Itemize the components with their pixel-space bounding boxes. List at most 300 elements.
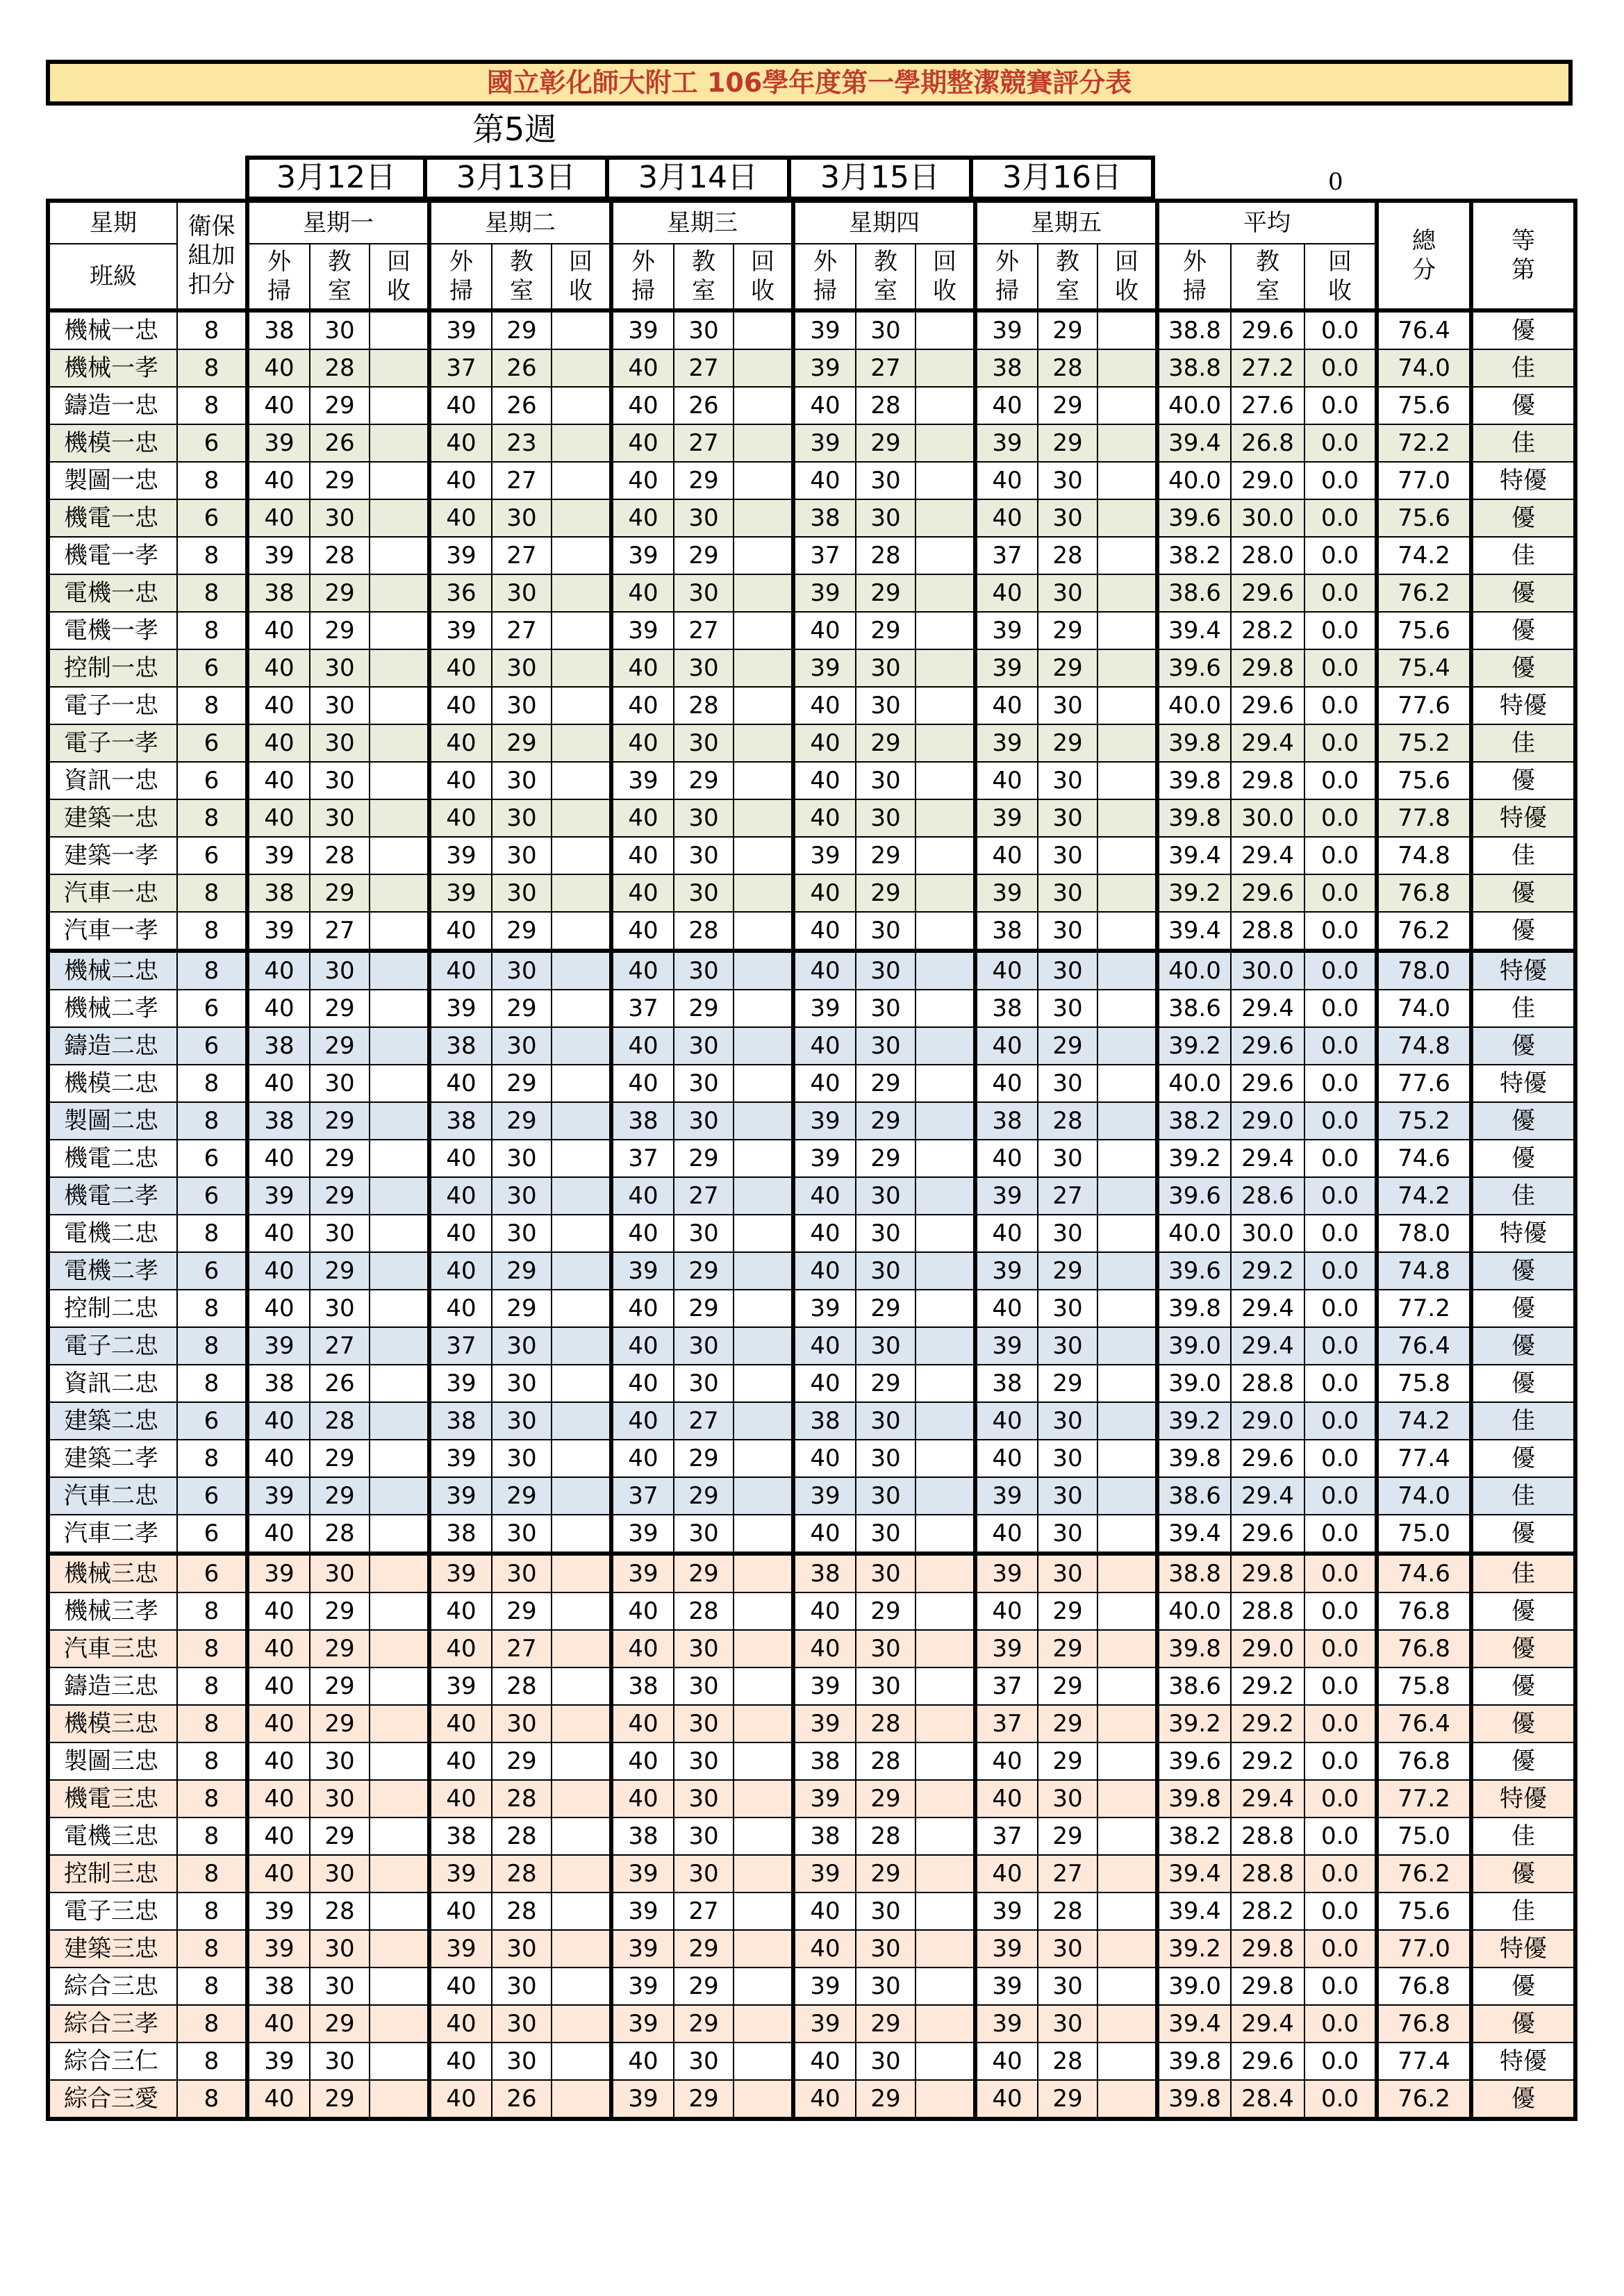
avg-classroom: 28.0	[1231, 537, 1304, 574]
recycle-score	[1097, 612, 1157, 649]
table-row	[48, 762, 1575, 799]
avg-recycle: 0.0	[1304, 349, 1377, 387]
classroom-score: 28	[310, 349, 370, 387]
outdoor-score: 39	[975, 649, 1038, 687]
subheader-outdoor	[247, 244, 310, 310]
classroom-score: 30	[1038, 951, 1097, 990]
classroom-score: 30	[674, 951, 734, 990]
recycle-score	[1097, 1215, 1157, 1252]
total-score: 77.2	[1377, 1780, 1471, 1817]
recycle-score	[552, 990, 611, 1027]
total-score: 76.4	[1377, 310, 1471, 349]
avg-recycle: 0.0	[1304, 1290, 1377, 1327]
outdoor-score: 39	[429, 1855, 492, 1892]
class-name: 汽車一忠	[48, 874, 177, 912]
classroom-score: 28	[310, 537, 370, 574]
classroom-score: 29	[1038, 1630, 1097, 1667]
deduction-cell: 8	[177, 1290, 247, 1327]
recycle-score	[370, 2005, 429, 2043]
table-row	[48, 1515, 1575, 1554]
outdoor-score: 40	[247, 1290, 310, 1327]
classroom-score: 29	[310, 612, 370, 649]
classroom-score: 27	[310, 1327, 370, 1365]
classroom-score: 28	[856, 1705, 915, 1742]
classroom-score: 29	[1038, 1027, 1097, 1065]
recycle-score	[552, 1177, 611, 1215]
avg-classroom: 28.8	[1231, 1855, 1304, 1892]
outdoor-score: 40	[975, 1855, 1038, 1892]
grade-cell: 優	[1471, 387, 1575, 424]
recycle-score	[734, 1855, 793, 1892]
recycle-score	[1097, 874, 1157, 912]
table-row	[48, 387, 1575, 424]
table-row	[48, 1365, 1575, 1402]
outdoor-score: 40	[611, 724, 674, 762]
recycle-score	[552, 724, 611, 762]
deduction-cell: 8	[177, 1592, 247, 1630]
class-name: 電機一孝	[48, 612, 177, 649]
subheader-char: 回	[751, 248, 774, 276]
table-row	[48, 687, 1575, 724]
classroom-score: 28	[492, 1892, 552, 1930]
avg-classroom: 29.4	[1231, 837, 1304, 874]
classroom-score: 29	[310, 2080, 370, 2119]
outdoor-score: 39	[975, 799, 1038, 837]
recycle-score	[1097, 2043, 1157, 2080]
sheet-title: 國立彰化師大附工 106學年度第一學期整潔競賽評分表	[46, 60, 1573, 106]
outdoor-score: 39	[611, 2080, 674, 2119]
avg-recycle: 0.0	[1304, 387, 1377, 424]
recycle-score	[915, 2005, 975, 2043]
outdoor-score: 39	[611, 1930, 674, 1968]
classroom-score: 28	[1038, 1102, 1097, 1140]
classroom-score: 28	[310, 837, 370, 874]
classroom-score: 28	[1038, 349, 1097, 387]
classroom-score: 29	[492, 1290, 552, 1327]
subheader-classroom	[1231, 244, 1304, 310]
subheader-char: 掃	[813, 277, 837, 305]
outdoor-score: 40	[247, 1592, 310, 1630]
avg-outdoor: 39.2	[1157, 1705, 1231, 1742]
total-score: 75.2	[1377, 1102, 1471, 1140]
avg-outdoor: 39.2	[1157, 1027, 1231, 1065]
recycle-score	[734, 799, 793, 837]
avg-recycle: 0.0	[1304, 1930, 1377, 1968]
classroom-score: 30	[856, 1477, 915, 1515]
outdoor-score: 39	[611, 1855, 674, 1892]
subheader-char: 收	[569, 277, 593, 305]
classroom-score: 30	[310, 2043, 370, 2080]
classroom-score: 30	[310, 1215, 370, 1252]
outdoor-score: 39	[247, 837, 310, 874]
classroom-score: 27	[310, 912, 370, 951]
total-score: 77.2	[1377, 1290, 1471, 1327]
classroom-score: 29	[310, 2005, 370, 2043]
classroom-score: 29	[856, 1365, 915, 1402]
class-name: 機械一孝	[48, 349, 177, 387]
classroom-score: 30	[1038, 687, 1097, 724]
subheader-char: 外	[267, 248, 291, 276]
recycle-score	[370, 574, 429, 612]
recycle-score	[734, 2043, 793, 2080]
class-name: 資訊二忠	[48, 1365, 177, 1402]
outdoor-score: 40	[975, 1742, 1038, 1780]
classroom-score: 30	[310, 1742, 370, 1780]
outdoor-score: 40	[793, 1177, 856, 1215]
subheader-char: 室	[1256, 277, 1279, 305]
header-day: 星期四	[793, 201, 975, 244]
classroom-score: 30	[310, 724, 370, 762]
outdoor-score: 40	[429, 387, 492, 424]
outdoor-score: 39	[975, 1177, 1038, 1215]
recycle-score	[734, 1327, 793, 1365]
recycle-score	[1097, 499, 1157, 537]
header-grade-line: 等	[1511, 227, 1535, 255]
class-name: 電子一忠	[48, 687, 177, 724]
deduction-cell: 6	[177, 424, 247, 462]
total-score: 75.2	[1377, 724, 1471, 762]
outdoor-score: 39	[611, 1252, 674, 1290]
avg-recycle: 0.0	[1304, 1140, 1377, 1177]
classroom-score: 29	[310, 1817, 370, 1855]
classroom-score: 30	[492, 1515, 552, 1554]
table-row	[48, 2005, 1575, 2043]
avg-recycle: 0.0	[1304, 799, 1377, 837]
classroom-score: 29	[1038, 310, 1097, 349]
outdoor-score: 40	[611, 387, 674, 424]
classroom-score: 30	[1038, 1440, 1097, 1477]
classroom-score: 30	[674, 724, 734, 762]
avg-recycle: 0.0	[1304, 1780, 1377, 1817]
classroom-score: 30	[310, 1930, 370, 1968]
outdoor-score: 38	[247, 574, 310, 612]
avg-outdoor: 39.2	[1157, 1930, 1231, 1968]
classroom-score: 28	[856, 1742, 915, 1780]
avg-outdoor: 39.2	[1157, 1140, 1231, 1177]
classroom-score: 29	[1038, 1365, 1097, 1402]
subheader-recycle	[1304, 244, 1377, 310]
recycle-score	[552, 1402, 611, 1440]
recycle-score	[1097, 424, 1157, 462]
classroom-score: 29	[1038, 1667, 1097, 1705]
outdoor-score: 38	[611, 1102, 674, 1140]
outdoor-score: 40	[793, 1440, 856, 1477]
classroom-score: 30	[856, 1215, 915, 1252]
total-score: 75.0	[1377, 1817, 1471, 1855]
table-row	[48, 499, 1575, 537]
recycle-score	[552, 1667, 611, 1705]
table-row	[48, 574, 1575, 612]
classroom-score: 29	[310, 1592, 370, 1630]
classroom-score: 29	[856, 1855, 915, 1892]
total-score: 75.6	[1377, 1892, 1471, 1930]
avg-outdoor: 39.4	[1157, 1855, 1231, 1892]
recycle-score	[370, 1554, 429, 1592]
subheader-char: 室	[874, 277, 897, 305]
outdoor-score: 40	[611, 1742, 674, 1780]
classroom-score: 28	[856, 537, 915, 574]
recycle-score	[552, 1140, 611, 1177]
recycle-score	[734, 1742, 793, 1780]
recycle-score	[1097, 1177, 1157, 1215]
classroom-score: 30	[1038, 1140, 1097, 1177]
grade-cell: 優	[1471, 1968, 1575, 2005]
outdoor-score: 38	[975, 349, 1038, 387]
table-row	[48, 874, 1575, 912]
subheader-outdoor	[793, 244, 856, 310]
classroom-score: 30	[492, 799, 552, 837]
classroom-score: 30	[674, 499, 734, 537]
outdoor-score: 39	[429, 874, 492, 912]
extra-value: 0	[1328, 168, 1343, 196]
avg-recycle: 0.0	[1304, 1440, 1377, 1477]
classroom-score: 27	[492, 612, 552, 649]
avg-outdoor: 38.8	[1157, 1554, 1231, 1592]
recycle-score	[734, 1365, 793, 1402]
avg-classroom: 29.0	[1231, 1102, 1304, 1140]
recycle-score	[734, 1592, 793, 1630]
table-row	[48, 1215, 1575, 1252]
outdoor-score: 40	[429, 1177, 492, 1215]
class-name: 綜合三仁	[48, 2043, 177, 2080]
outdoor-score: 40	[247, 799, 310, 837]
total-score: 77.6	[1377, 1065, 1471, 1102]
avg-recycle: 0.0	[1304, 762, 1377, 799]
avg-outdoor: 40.0	[1157, 951, 1231, 990]
class-name: 控制二忠	[48, 1290, 177, 1327]
recycle-score	[370, 310, 429, 349]
avg-recycle: 0.0	[1304, 2080, 1377, 2119]
table-row	[48, 1930, 1575, 1968]
avg-outdoor: 39.4	[1157, 1515, 1231, 1554]
class-name: 資訊一忠	[48, 762, 177, 799]
recycle-score	[1097, 1027, 1157, 1065]
avg-recycle: 0.0	[1304, 462, 1377, 499]
outdoor-score: 39	[611, 1968, 674, 2005]
classroom-score: 30	[492, 687, 552, 724]
outdoor-score: 40	[247, 2005, 310, 2043]
avg-outdoor: 38.6	[1157, 1477, 1231, 1515]
date-header-row	[245, 156, 1155, 199]
classroom-score: 30	[492, 1402, 552, 1440]
recycle-score	[552, 1705, 611, 1742]
table-row	[48, 349, 1575, 387]
classroom-score: 30	[310, 310, 370, 349]
recycle-score	[552, 2080, 611, 2119]
total-score: 72.2	[1377, 424, 1471, 462]
recycle-score	[552, 762, 611, 799]
recycle-score	[915, 1365, 975, 1402]
outdoor-score: 37	[975, 1705, 1038, 1742]
avg-classroom: 30.0	[1231, 499, 1304, 537]
classroom-score: 30	[856, 649, 915, 687]
deduction-cell: 6	[177, 499, 247, 537]
recycle-score	[1097, 1930, 1157, 1968]
outdoor-score: 39	[429, 537, 492, 574]
class-name: 鑄造一忠	[48, 387, 177, 424]
recycle-score	[734, 537, 793, 574]
recycle-score	[915, 1402, 975, 1440]
outdoor-score: 40	[793, 874, 856, 912]
recycle-score	[370, 1515, 429, 1554]
avg-outdoor: 40.0	[1157, 1592, 1231, 1630]
classroom-score: 30	[674, 2043, 734, 2080]
outdoor-score: 40	[429, 2080, 492, 2119]
grade-cell: 特優	[1471, 799, 1575, 837]
classroom-score: 30	[856, 1027, 915, 1065]
avg-recycle: 0.0	[1304, 1892, 1377, 1930]
subheader-recycle	[370, 244, 429, 310]
avg-outdoor: 39.4	[1157, 424, 1231, 462]
grade-cell: 特優	[1471, 951, 1575, 990]
classroom-score: 30	[1038, 1930, 1097, 1968]
week-label: 第5週	[472, 110, 557, 148]
outdoor-score: 40	[429, 1968, 492, 2005]
recycle-score	[370, 2043, 429, 2080]
subheader-char: 教	[692, 248, 715, 276]
deduction-cell: 8	[177, 912, 247, 951]
avg-classroom: 29.4	[1231, 1477, 1304, 1515]
recycle-score	[1097, 1290, 1157, 1327]
subheader-outdoor	[1157, 244, 1231, 310]
outdoor-score: 39	[793, 1705, 856, 1742]
deduction-cell: 6	[177, 1177, 247, 1215]
recycle-score	[734, 874, 793, 912]
classroom-score: 30	[674, 1515, 734, 1554]
recycle-score	[1097, 1817, 1157, 1855]
classroom-score: 30	[1038, 1290, 1097, 1327]
outdoor-score: 39	[793, 837, 856, 874]
outdoor-score: 38	[793, 1817, 856, 1855]
classroom-score: 26	[492, 2080, 552, 2119]
recycle-score	[552, 799, 611, 837]
recycle-score	[370, 1327, 429, 1365]
avg-recycle: 0.0	[1304, 537, 1377, 574]
total-score: 76.4	[1377, 1705, 1471, 1742]
classroom-score: 28	[674, 912, 734, 951]
outdoor-score: 39	[975, 612, 1038, 649]
outdoor-score: 40	[793, 1027, 856, 1065]
recycle-score	[370, 1102, 429, 1140]
outdoor-score: 40	[793, 1065, 856, 1102]
recycle-score	[1097, 1968, 1157, 2005]
total-score: 76.8	[1377, 1742, 1471, 1780]
table-row	[48, 1705, 1575, 1742]
class-name: 建築一忠	[48, 799, 177, 837]
table-row	[48, 1667, 1575, 1705]
grade-cell: 優	[1471, 1855, 1575, 1892]
total-score: 77.4	[1377, 1440, 1471, 1477]
classroom-score: 28	[674, 687, 734, 724]
classroom-score: 30	[492, 1705, 552, 1742]
classroom-score: 30	[674, 574, 734, 612]
header-total-line: 總	[1412, 227, 1436, 255]
outdoor-score: 38	[247, 1102, 310, 1140]
outdoor-score: 40	[611, 1630, 674, 1667]
outdoor-score: 40	[247, 499, 310, 537]
avg-outdoor: 39.4	[1157, 837, 1231, 874]
outdoor-score: 39	[611, 1892, 674, 1930]
recycle-score	[552, 1215, 611, 1252]
table-row	[48, 1817, 1575, 1855]
table-row	[48, 1177, 1575, 1215]
classroom-score: 30	[1038, 1780, 1097, 1817]
avg-recycle: 0.0	[1304, 499, 1377, 537]
outdoor-score: 40	[611, 1177, 674, 1215]
grade-cell: 優	[1471, 1592, 1575, 1630]
recycle-score	[370, 687, 429, 724]
avg-recycle: 0.0	[1304, 837, 1377, 874]
classroom-score: 29	[310, 990, 370, 1027]
total-score: 74.2	[1377, 1402, 1471, 1440]
outdoor-score: 39	[429, 1930, 492, 1968]
classroom-score: 28	[310, 1402, 370, 1440]
deduction-cell: 8	[177, 1780, 247, 1817]
classroom-score: 30	[492, 1440, 552, 1477]
grade-cell: 佳	[1471, 1402, 1575, 1440]
classroom-score: 29	[674, 990, 734, 1027]
subheader-char: 外	[631, 248, 655, 276]
outdoor-score: 40	[429, 1252, 492, 1290]
recycle-score	[1097, 1892, 1157, 1930]
header-day: 星期五	[975, 201, 1157, 244]
recycle-score	[552, 462, 611, 499]
grade-cell: 優	[1471, 1630, 1575, 1667]
total-score: 75.6	[1377, 499, 1471, 537]
recycle-score	[915, 612, 975, 649]
table-row	[48, 1554, 1575, 1592]
outdoor-score: 39	[611, 2005, 674, 2043]
classroom-score: 30	[1038, 799, 1097, 837]
recycle-score	[915, 874, 975, 912]
recycle-score	[370, 1252, 429, 1290]
outdoor-score: 39	[975, 424, 1038, 462]
outdoor-score: 40	[793, 1252, 856, 1290]
outdoor-score: 40	[793, 612, 856, 649]
grade-cell: 佳	[1471, 1177, 1575, 1215]
recycle-score	[915, 2080, 975, 2119]
classroom-score: 30	[1038, 1515, 1097, 1554]
avg-outdoor: 39.0	[1157, 1968, 1231, 2005]
outdoor-score: 40	[429, 1630, 492, 1667]
outdoor-score: 40	[975, 837, 1038, 874]
outdoor-score: 40	[793, 1630, 856, 1667]
avg-recycle: 0.0	[1304, 1477, 1377, 1515]
classroom-score: 30	[1038, 912, 1097, 951]
subheader-char: 掃	[267, 277, 291, 305]
recycle-score	[915, 424, 975, 462]
total-score: 74.8	[1377, 1252, 1471, 1290]
recycle-score	[915, 537, 975, 574]
outdoor-score: 38	[247, 1027, 310, 1065]
avg-outdoor: 40.0	[1157, 462, 1231, 499]
avg-classroom: 29.4	[1231, 1327, 1304, 1365]
recycle-score	[370, 799, 429, 837]
recycle-score	[915, 649, 975, 687]
recycle-score	[734, 724, 793, 762]
table-row	[48, 1252, 1575, 1290]
outdoor-score: 40	[247, 1817, 310, 1855]
subheader-classroom	[674, 244, 734, 310]
outdoor-score: 40	[247, 1215, 310, 1252]
classroom-score: 30	[674, 1705, 734, 1742]
classroom-score: 29	[1038, 1705, 1097, 1742]
grade-cell: 特優	[1471, 462, 1575, 499]
recycle-score	[734, 1252, 793, 1290]
deduction-cell: 8	[177, 1930, 247, 1968]
avg-classroom: 27.2	[1231, 349, 1304, 387]
class-name: 電機二孝	[48, 1252, 177, 1290]
